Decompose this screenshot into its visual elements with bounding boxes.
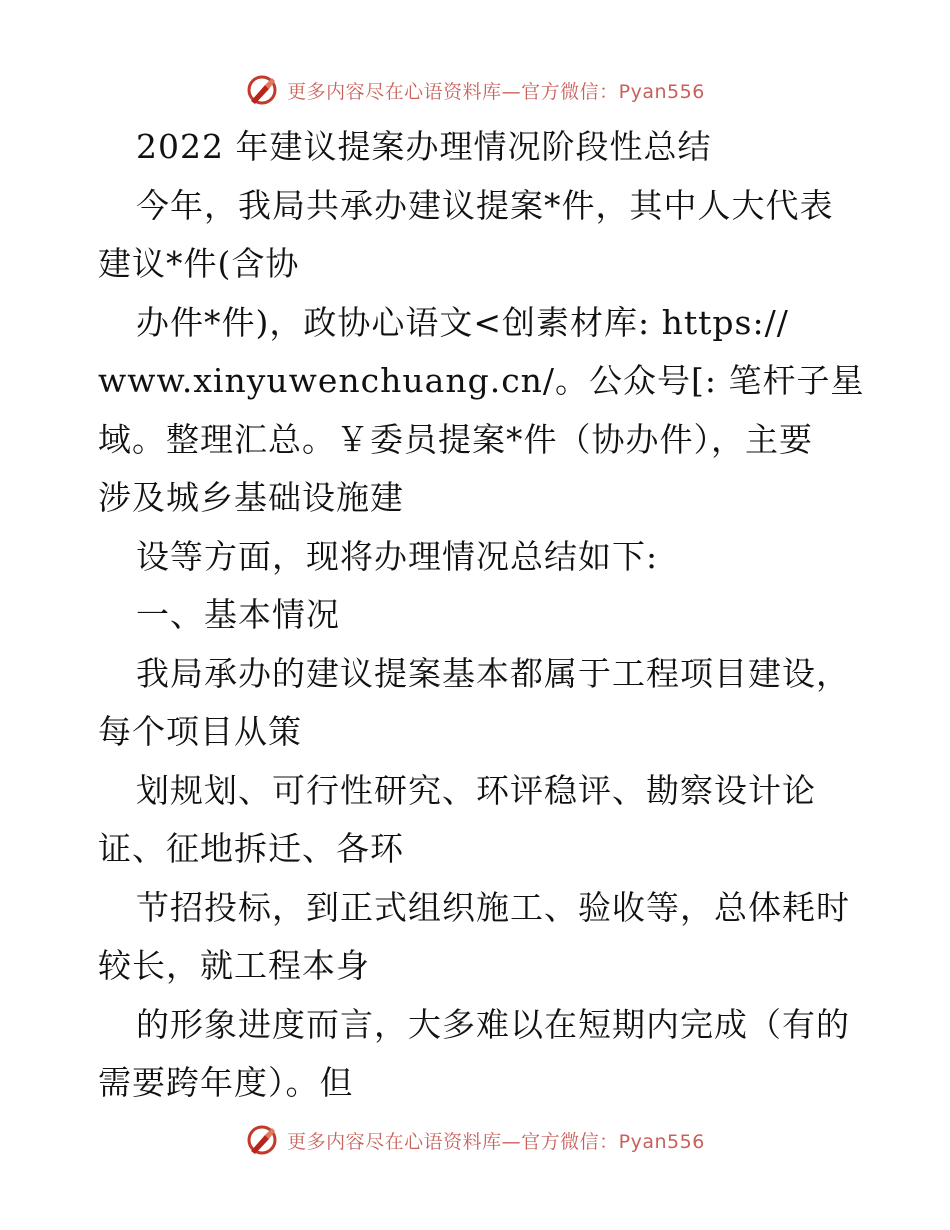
paragraph-line: 我局承办的建议提案基本都属于工程项目建设， <box>136 653 850 693</box>
paragraph-line: 设等方面，现将办理情况总结如下: <box>136 536 659 576</box>
paragraph-line: 证、征地拆迁、各环 <box>98 829 404 868</box>
paragraph-line: 涉及城乡基础设施建 <box>98 478 404 517</box>
document-body <box>98 118 865 1113</box>
document-title: 2022 年建议提案办理情况阶段性总结 <box>136 127 712 166</box>
paragraph-line: 今年，我局共承办建议提案*件，其中人大代表 <box>136 185 834 225</box>
paragraph-line: 建议*件(含协 <box>98 244 300 283</box>
pen-logo-icon <box>245 73 279 107</box>
pen-logo-icon <box>245 1123 279 1157</box>
section-heading: 一、基本情况 <box>136 595 340 634</box>
paragraph-line: 每个项目从策 <box>98 712 302 751</box>
paragraph-line: 的形象进度而言，大多难以在短期内完成（有的 <box>136 1004 850 1044</box>
paragraph-line: 划规划、可行性研究、环评稳评、勘察设计论 <box>136 770 816 810</box>
paragraph-line: 较长，就工程本身 <box>98 946 370 985</box>
header-banner-text: 更多内容尽在心语资料库—官方微信：Pyan556 <box>287 80 705 103</box>
paragraph-line: 需要跨年度）。但 <box>98 1063 354 1102</box>
paragraph-line: 节招投标，到正式组织施工、验收等，总体耗时 <box>136 887 850 927</box>
header-watermark-banner <box>0 70 950 110</box>
paragraph-line: 域。整理汇总。￥委员提案*件（协办件），主要 <box>98 419 813 459</box>
paragraph-line: www.xinyuwenchuang.cn/。公众号[: 笔杆子星 <box>98 361 865 400</box>
footer-banner-text: 更多内容尽在心语资料库—官方微信：Pyan556 <box>287 1130 705 1153</box>
footer-watermark-banner <box>0 1120 950 1160</box>
paragraph-line: 办件*件)，政协心语文<创素材库: https:// <box>136 302 789 342</box>
